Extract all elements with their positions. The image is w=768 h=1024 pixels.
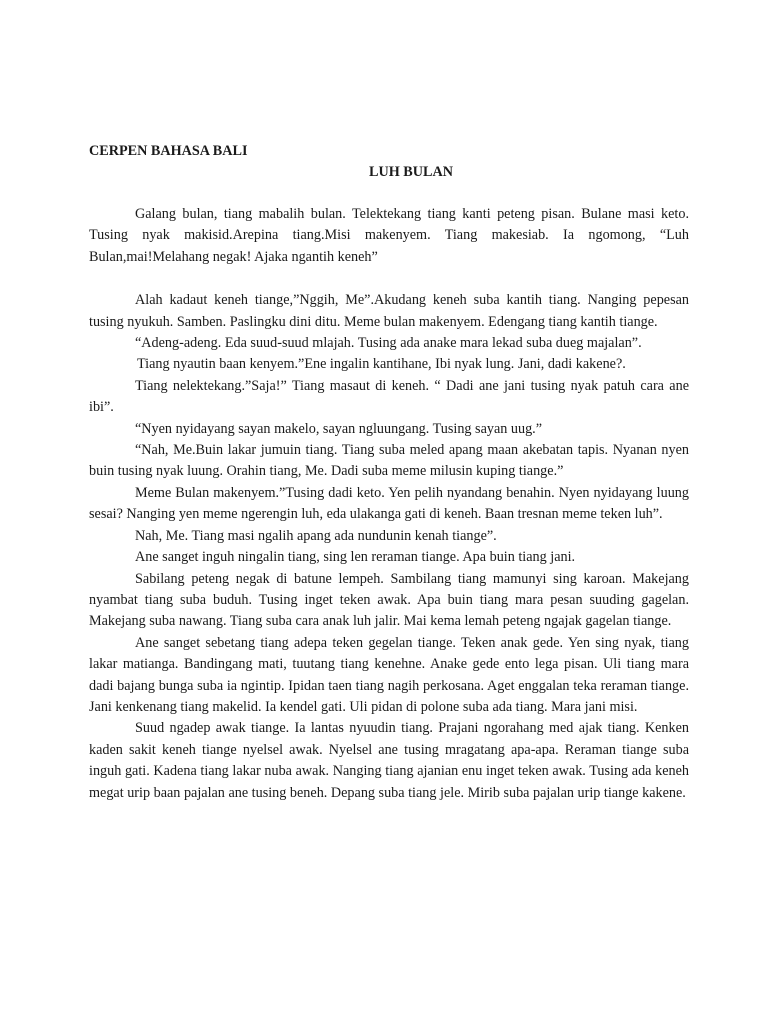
paragraph: “Nah, Me.Buin lakar jumuin tiang. Tiang suba meled apang maan akebatan tapis. Nyanan nyen buin tusing nyak luung. Orahin tiang, Me. Dadi suba meme milusin kuping tiange.” — [89, 442, 689, 480]
paragraph: Suud ngadep awak tiange. Ia lantas nyuudin tiang. Prajani ngorahang med ajak tiang. Kenken kaden sakit keneh tiange nyelsel awak. Nyelsel ane tusing mragatang apa-apa. Reraman tiange suba inguh gati. Kadena tiang lakar nuba awak. Nanging tiang ajanian enu inget teken awak. Tusing ada keneh megat urip baan pajalan ane tusing beneh. Depang suba tiang jele. Mirib suba pajalan urip tiange kakene. — [89, 720, 689, 801]
paragraph: Meme Bulan makenyem.”Tusing dadi keto. Yen pelih nyandang benahin. Nyen nyidayang luung sesai? Nanging yen meme ngerengin luh, eda ulakanga gati di keneh. Baan tresnan meme teken luh”. — [89, 484, 689, 523]
paragraph: “Nyen nyidayang sayan makelo, sayan ngluungang. Tusing sayan uug.” — [135, 420, 543, 437]
paragraph: Ane sanget inguh ningalin tiang, sing len reraman tiange. Apa buin tiang jani. — [135, 549, 576, 566]
paragraph: “Adeng-adeng. Eda suud-suud mlajah. Tusing ada anake mara lekad suba dueg majalan”. — [135, 335, 642, 352]
paragraph: Alah kadaut keneh tiange,”Nggih, Me”.Akudang keneh suba kantih tiang. Nanging pepesan tusing nyukuh. Samben. Paslingku dini ditu. Meme bulan makenyem. Edengang tiang kantih tiange. — [89, 292, 689, 330]
paragraph: Ane sanget sebetang tiang adepa teken gegelan tiange. Teken anak gede. Yen sing nyak, tiang lakar matianga. Bandingang mati, tuutang tiang kenehne. Anake gede ento lega pisan. Uli tiang mara dadi bajang bunga suba ia ngintip. Ipidan taen tiang nagih perkosana. Aget enggalan teka reraman tiange. Jani kenkenang tiang makelid. Ia kendel gati. Uli pidan di polone suba ada tiang. Mara jani misi. — [89, 634, 689, 715]
paragraph: Tiang nyautin baan kenyem.”Ene ingalin kantihane, Ibi nyak lung. Jani, dadi kakene?. — [137, 356, 626, 373]
story-title: LUH BULAN — [369, 164, 453, 180]
paragraph: Nah, Me. Tiang masi ngalih apang ada nundunin kenah tiange”. — [135, 527, 497, 544]
paragraph: Galang bulan, tiang mabalih bulan. Telektekang tiang kanti peteng pisan. Bulane masi keto. Tusing nyak makisid.Arepina tiang.Misi makenyem. Tiang makesiab. Ia ngomong, “Luh Bulan,mai!Melahang negak! Ajaka ngantih keneh” — [89, 206, 689, 265]
document-heading: CERPEN BAHASA BALI — [89, 143, 248, 159]
paragraph: Sabilang peteng negak di batune lempeh. Sambilang tiang mamunyi sing karoan. Makejang nyambat tiang suba buduh. Tusing inget teken awak. Apa buin tiang mara pesan suuding gagelan. Makejang suba nawang. Tiang suba cara anak luh jalir. Mai kema lemah peteng ngajak gagelan tiange. — [89, 570, 689, 630]
document-page — [89, 141, 689, 804]
paragraph: Tiang nelektekang.”Saja!” Tiang masaut di keneh. “ Dadi ane jani tusing nyak patuh cara ane ibi”. — [89, 377, 689, 416]
